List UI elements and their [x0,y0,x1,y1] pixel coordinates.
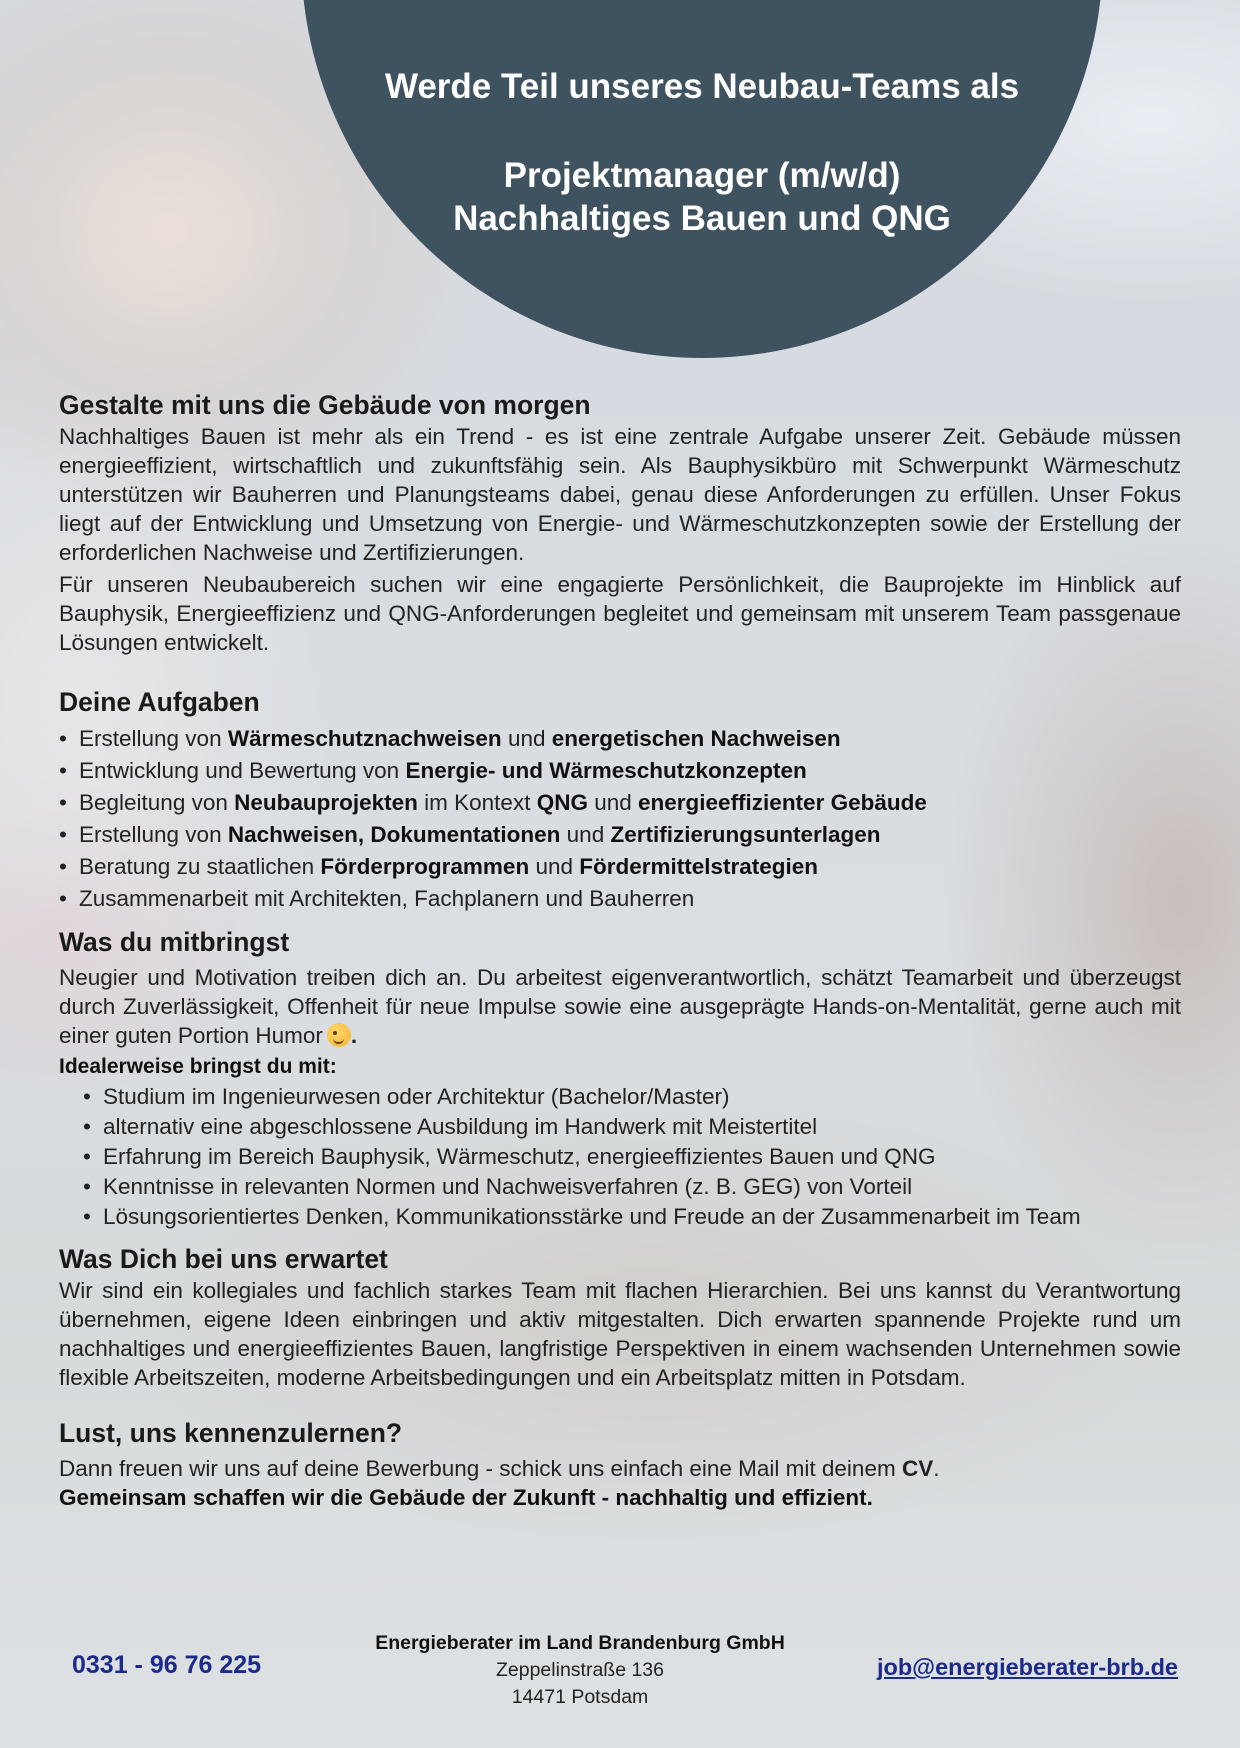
intro-section [59,388,1181,657]
list-item: • Erstellung von Nachweisen, Dokumentationen und Zertifizierungsunterlagen [59,819,1181,851]
offer-title: Was Dich bei uns erwartet [59,1244,388,1274]
company-name: Energieberater im Land Brandenburg GmbH [375,1632,785,1654]
intro-title: Gestalte mit uns die Gebäude von morgen [59,390,591,420]
bullet-icon: • [83,1144,91,1169]
main-content [59,388,1181,1512]
list-item: • Kenntnisse in relevanten Normen und Nachweisverfahren (z. B. GEG) von Vorteil [83,1172,1181,1202]
bullet-icon: • [83,1114,91,1139]
email-link[interactable]: job@energieberater-brb.de [876,1654,1178,1680]
offer-text: Wir sind ein kollegiales und fachlich starkes Team mit flachen Hierarchien. Bei uns kannst du Verantwortung übernehmen, eigene Ideen einbringen und aktiv mitgestalten. Dich erwarten spannende Projekte rund um nachhaltiges und energieeffizientes Bauen, langfristige Perspektiven in einem wachsenden Unternehmen sowie flexible Arbeitszeiten, moderne Arbeitsbedingungen und ein Arbeitsplatz mitten in Potsdam. [59,1278,1181,1390]
headline: Werde Teil unseres Neubau-Teams als [384,67,1020,106]
job-title-line-1: Projektmanager (m/w/d) [503,156,901,195]
cta-title: Lust, uns kennenzulernen? [59,1418,403,1448]
requirements-subtitle: Idealerweise bringst du mit: [59,1055,337,1078]
job-title [301,154,1103,240]
phone-link[interactable]: 0331 - 96 76 225 [72,1651,262,1679]
profile-title: Was du mitbringst [59,927,290,957]
intro-paragraph-2: Für unseren Neubaubereich suchen wir eine engagierte Persönlichkeit, die Bauprojekte im Hinblick auf Bauphysik, Energieeffizienz und QNG-Anforderungen begleitet und gemeinsam mit unserem Team passgenaue Lösungen entwickelt. [59,572,1181,655]
job-title-line-2: Nachhaltiges Bauen und QNG [453,199,951,238]
wink-emoji-icon [327,1023,351,1047]
intro-paragraph-1: Nachhaltiges Bauen ist mehr als ein Trend - es ist eine zentrale Aufgabe unserer Zeit. Gebäude müssen energieeffizient, wirtschaftlich und zukunftsfähig sein. Als Bauphysikbüro mit Schwerpunkt Wärmeschutz unterstützen wir Bauherren und Planungsteams dabei, genau diese Anforderungen zu erfüllen. Unser Fokus liegt auf der Entwicklung und Umsetzung von Energie- und Wärmeschutzkonzepten sowie der Erstellung der erforderlichen Nachweise und Zertifizierungen. [59,424,1181,565]
cta-line-2: Gemeinsam schaffen wir die Gebäude der Zukunft - nachhaltig und effizient. [59,1485,873,1510]
list-item: • Entwicklung und Bewertung von Energie- und Wärmeschutzkonzepten [59,755,1181,787]
profile-section [59,925,1181,1232]
bullet-icon: • [83,1204,91,1229]
bullet-icon: • [59,790,67,815]
company-city: 14471 Potsdam [511,1686,649,1708]
list-item: • Beratung zu staatlichen Förderprogrammen und Fördermittelstrategien [59,851,1181,883]
profile-text: Neugier und Motivation treiben dich an. Du arbeitest eigenverantwortlich, schätzt Teamarbeit und überzeugst durch Zuverlässigkeit, Offenheit für neue Impulse sowie eine ausgeprägte Hands-on-Mentalität, gerne auch mit einer guten Portion Humor . [59,965,1181,1048]
list-item: • Zusammenarbeit mit Architekten, Fachplanern und Bauherren [59,883,1181,915]
bullet-icon: • [59,854,67,879]
requirements-list [83,1082,1181,1232]
list-item: • Begleitung von Neubauprojekten im Kontext QNG und energieeffizienter Gebäude [59,787,1181,819]
offer-section [59,1242,1181,1392]
cta-line-1: Dann freuen wir uns auf deine Bewerbung - schick uns einfach eine Mail mit deinem CV. [59,1456,940,1481]
bullet-icon: • [59,822,67,847]
list-item: • Lösungsorientiertes Denken, Kommunikationsstärke und Freude an der Zusammenarbeit im Team [83,1202,1181,1232]
list-item: • Studium im Ingenieurwesen oder Architektur (Bachelor/Master) [83,1082,1181,1112]
tasks-list [59,723,1181,915]
bullet-icon: • [59,758,67,783]
bullet-icon: • [59,886,67,911]
bullet-icon: • [59,726,67,751]
tasks-title: Deine Aufgaben [59,687,260,717]
tasks-section [59,685,1181,915]
cta-section [59,1416,1181,1512]
company-address [340,1630,820,1711]
bullet-icon: • [83,1174,91,1199]
list-item: • Erstellung von Wärmeschutznachweisen und energetischen Nachweisen [59,723,1181,755]
list-item: • alternativ eine abgeschlossene Ausbildung im Handwerk mit Meistertitel [83,1112,1181,1142]
company-street: Zeppelinstraße 136 [495,1659,665,1681]
bullet-icon: • [83,1084,91,1109]
list-item: • Erfahrung im Bereich Bauphysik, Wärmeschutz, energieeffizientes Bauen und QNG [83,1142,1181,1172]
